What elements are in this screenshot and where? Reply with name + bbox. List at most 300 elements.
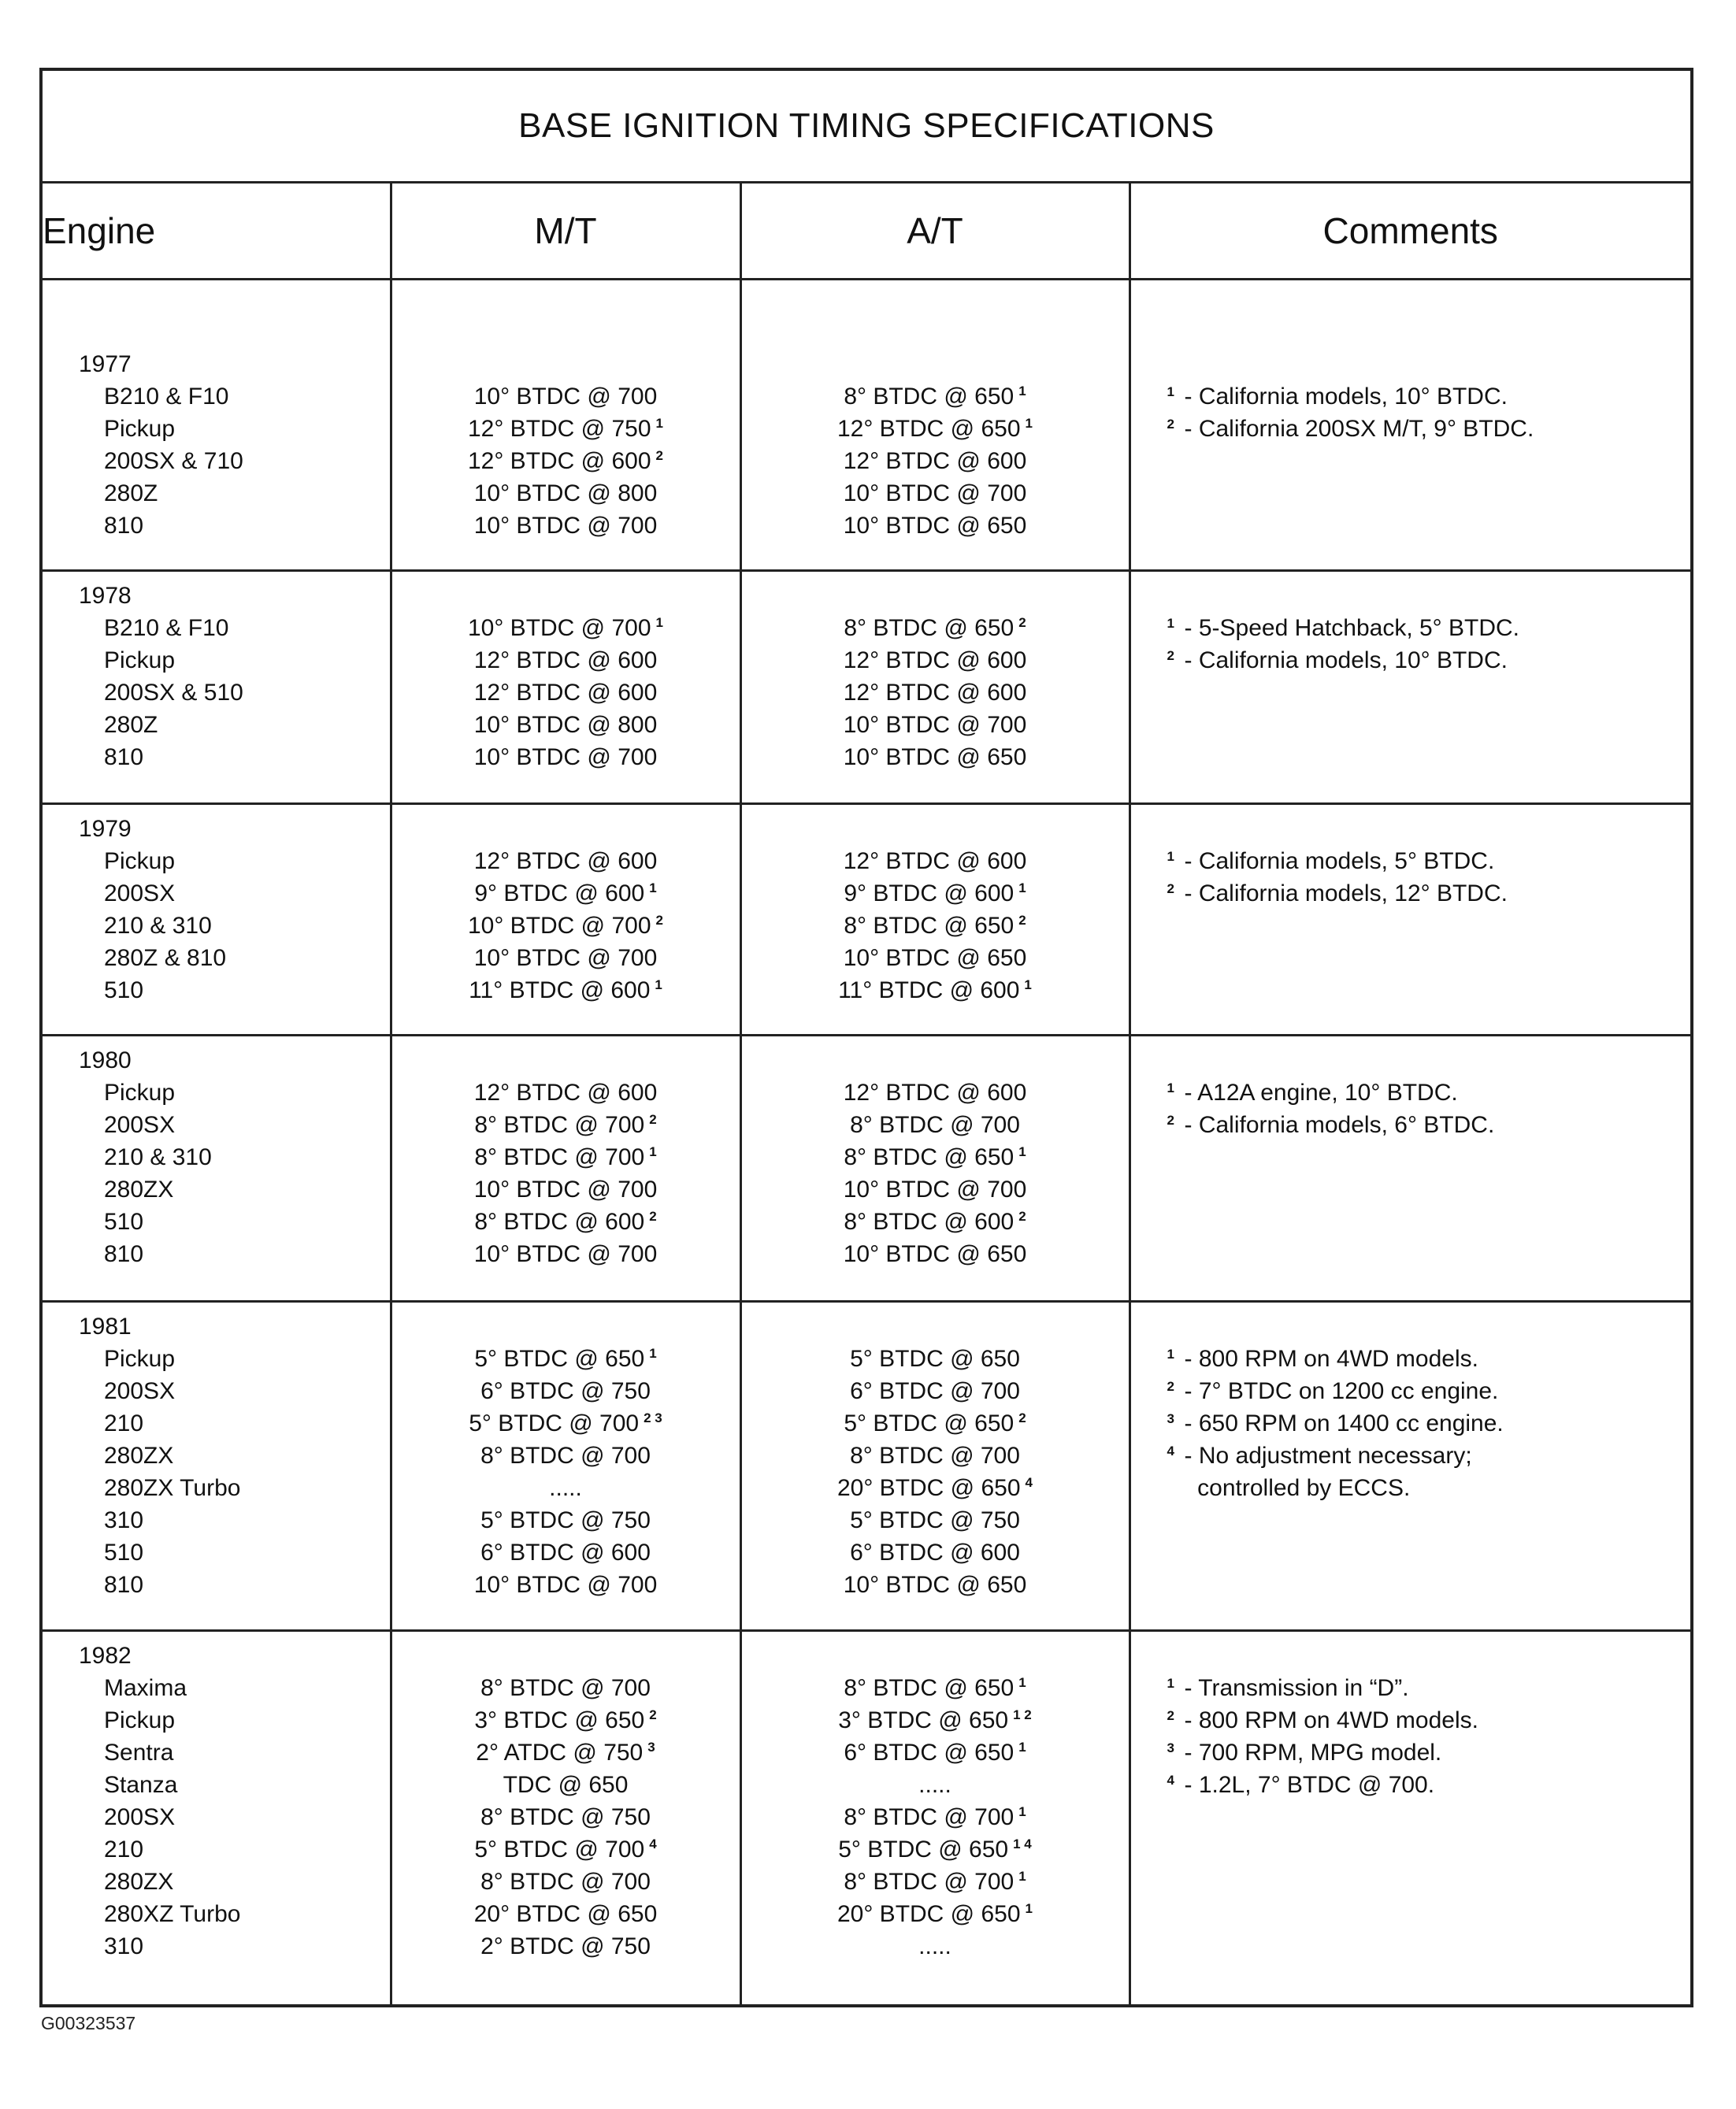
engine-name: 200SX — [104, 1112, 176, 1138]
mt-spec — [392, 413, 740, 445]
footnote — [1167, 1769, 1691, 1801]
mt-spec — [392, 1472, 740, 1504]
at-spec-value: 8° BTDC @ 700 — [850, 1112, 1020, 1138]
mt-spec — [392, 477, 740, 510]
at-spec-value: 10° BTDC @ 650 — [843, 744, 1027, 770]
at-spec — [742, 1109, 1129, 1141]
at-spec — [742, 676, 1129, 709]
engine-name: 810 — [104, 1241, 144, 1267]
footnote-marker: 2 — [655, 913, 663, 928]
engine-name: 200SX — [104, 1378, 176, 1404]
engine-name: 280Z & 810 — [104, 945, 227, 971]
footnote-text: - California 200SX M/T, 9° BTDC. — [1184, 416, 1534, 442]
at-spec — [742, 380, 1129, 413]
year-group-row — [41, 1302, 1692, 1631]
footnote-marker: 2 — [1167, 881, 1174, 896]
footnote-marker: 2 — [1167, 648, 1174, 663]
mt-spec-value: 20° BTDC @ 650 — [473, 1901, 658, 1927]
at-spec — [742, 644, 1129, 676]
comments-cell — [1130, 1302, 1692, 1631]
mt-spec — [392, 1238, 740, 1270]
engine-name: 510 — [104, 1209, 144, 1235]
at-spec-value: 8° BTDC @ 650 — [844, 1675, 1015, 1701]
engine-cell — [41, 804, 391, 1036]
mt-spec-value: 8° BTDC @ 700 — [474, 1112, 645, 1138]
at-spec — [742, 510, 1129, 542]
engine-name: 310 — [104, 1933, 144, 1959]
year-label: 1981 — [79, 1314, 132, 1340]
comments-cell — [1130, 1036, 1692, 1302]
mt-spec-value: 3° BTDC @ 650 — [474, 1707, 645, 1733]
at-spec-value: 10° BTDC @ 650 — [843, 1572, 1027, 1598]
footnote-text: - 7° BTDC on 1200 cc engine. — [1184, 1378, 1499, 1404]
mt-spec — [392, 510, 740, 542]
header-engine: Engine — [41, 183, 391, 280]
engine-name: 510 — [104, 977, 144, 1003]
at-spec — [742, 1407, 1129, 1440]
mt-spec-value: 12° BTDC @ 600 — [473, 647, 658, 673]
footnote-marker: 1 — [1018, 1869, 1026, 1884]
mt-spec — [392, 644, 740, 676]
mt-spec-value: 8° BTDC @ 700 — [480, 1443, 651, 1469]
mt-spec — [392, 1109, 740, 1141]
footnote-text: - No adjustment necessary; — [1184, 1443, 1472, 1469]
at-spec-value: 8° BTDC @ 650 — [844, 384, 1015, 410]
at-spec — [742, 413, 1129, 445]
footnote-marker: 2 — [1167, 1708, 1174, 1723]
footnote-marker: 1 — [1018, 1804, 1026, 1819]
at-spec — [742, 1375, 1129, 1407]
engine-name: Pickup — [104, 1346, 176, 1372]
at-spec — [742, 1504, 1129, 1536]
mt-spec-value: 5° BTDC @ 700 — [469, 1410, 640, 1436]
footnote-marker: 1 — [649, 880, 657, 895]
engine-cell — [41, 1302, 391, 1631]
footnote-text: - California models, 10° BTDC. — [1184, 647, 1508, 673]
footnote — [1167, 1472, 1691, 1504]
at-spec — [742, 612, 1129, 644]
footnote — [1167, 1077, 1691, 1109]
at-spec-value: 6° BTDC @ 600 — [850, 1540, 1020, 1566]
engine-name: 810 — [104, 1572, 144, 1598]
engine-name: 210 — [104, 1410, 144, 1436]
at-spec — [742, 1736, 1129, 1769]
at-spec — [742, 477, 1129, 510]
footnote-marker: 1 — [1018, 1144, 1026, 1159]
mt-spec — [392, 1504, 740, 1536]
at-spec — [742, 845, 1129, 877]
at-spec-value: 12° BTDC @ 600 — [843, 1080, 1027, 1106]
footnote-marker: 2 — [1018, 913, 1026, 928]
at-spec — [742, 709, 1129, 741]
engine-name: 280ZX — [104, 1869, 174, 1895]
footnote-marker: 1 — [655, 416, 663, 431]
at-spec — [742, 1077, 1129, 1109]
year-group-row — [41, 571, 1692, 804]
footnote — [1167, 1672, 1691, 1704]
at-spec — [742, 1704, 1129, 1736]
at-spec-value: 5° BTDC @ 650 — [838, 1837, 1009, 1863]
footnote-marker: 1 2 — [1013, 1707, 1032, 1722]
mt-spec — [392, 1898, 740, 1930]
mt-spec-value: 10° BTDC @ 800 — [473, 480, 658, 506]
at-spec-value: 12° BTDC @ 600 — [843, 647, 1027, 673]
year-label: 1980 — [79, 1047, 132, 1073]
at-spec — [742, 910, 1129, 942]
footnote — [1167, 1736, 1691, 1769]
engine-name: Pickup — [104, 647, 176, 673]
at-spec — [742, 1141, 1129, 1173]
at-spec-value: 5° BTDC @ 650 — [844, 1410, 1015, 1436]
at-spec-value: 8° BTDC @ 700 — [844, 1869, 1015, 1895]
engine-name: 810 — [104, 744, 144, 770]
mt-spec — [392, 1173, 740, 1206]
mt-spec — [392, 445, 740, 477]
at-spec-value: ..... — [918, 1772, 951, 1798]
engine-name: Pickup — [104, 1080, 176, 1106]
footnote-marker: 1 — [1018, 880, 1026, 895]
at-spec — [742, 1536, 1129, 1569]
mt-spec — [392, 1206, 740, 1238]
at-spec-value: 8° BTDC @ 650 — [844, 1144, 1015, 1170]
engine-name: 210 & 310 — [104, 1144, 212, 1170]
mt-cell — [391, 571, 740, 804]
mt-spec-value: 6° BTDC @ 750 — [480, 1378, 651, 1404]
engine-name: B210 & F10 — [104, 384, 229, 410]
mt-spec-value: 10° BTDC @ 700 — [473, 945, 658, 971]
at-cell — [740, 1036, 1130, 1302]
at-spec — [742, 1833, 1129, 1866]
footnote-marker: 1 — [1167, 849, 1174, 864]
engine-name: 200SX — [104, 880, 176, 906]
timing-spec-table — [39, 68, 1693, 2007]
footnote-text: - 5-Speed Hatchback, 5° BTDC. — [1184, 615, 1520, 641]
footnote-marker: 2 — [649, 1707, 657, 1722]
at-spec-value: 8° BTDC @ 700 — [850, 1443, 1020, 1469]
footnote-marker: 1 — [1167, 616, 1174, 631]
at-spec-value: 10° BTDC @ 700 — [843, 1177, 1027, 1203]
at-spec-value: 10° BTDC @ 700 — [843, 480, 1027, 506]
footnote-text: - California models, 5° BTDC. — [1184, 848, 1495, 874]
at-spec-value: 3° BTDC @ 650 — [838, 1707, 1009, 1733]
at-spec — [742, 1206, 1129, 1238]
at-spec — [742, 942, 1129, 974]
engine-name: B210 & F10 — [104, 615, 229, 641]
mt-spec — [392, 1866, 740, 1898]
engine-name: 810 — [104, 513, 144, 539]
footnote-marker: 2 — [649, 1112, 657, 1127]
footnote — [1167, 612, 1691, 644]
footnote-marker: 1 — [1025, 1901, 1033, 1916]
footnote-marker: 2 — [1018, 615, 1026, 630]
at-spec-value: 12° BTDC @ 600 — [843, 448, 1027, 474]
footnote-marker: 2 — [1167, 417, 1174, 432]
mt-spec-value: 5° BTDC @ 750 — [480, 1507, 651, 1533]
mt-spec — [392, 1077, 740, 1109]
mt-spec-value: 12° BTDC @ 600 — [473, 1080, 658, 1106]
at-spec-value: 10° BTDC @ 650 — [843, 945, 1027, 971]
at-spec-value: 6° BTDC @ 650 — [844, 1740, 1015, 1766]
mt-spec — [392, 1736, 740, 1769]
at-spec — [742, 1440, 1129, 1472]
mt-spec — [392, 1769, 740, 1801]
footnote-marker: 1 — [1025, 416, 1033, 431]
engine-cell — [41, 1036, 391, 1302]
mt-spec-value: 6° BTDC @ 600 — [480, 1540, 651, 1566]
footnote — [1167, 845, 1691, 877]
footnote-text: - A12A engine, 10° BTDC. — [1184, 1080, 1458, 1106]
mt-spec-value: 5° BTDC @ 700 — [474, 1837, 645, 1863]
footnote — [1167, 1109, 1691, 1141]
footnote-marker: 3 — [1167, 1740, 1174, 1755]
mt-spec-value: 5° BTDC @ 650 — [474, 1346, 645, 1372]
mt-spec — [392, 709, 740, 741]
footnote-text: - 800 RPM on 4WD models. — [1184, 1707, 1478, 1733]
at-spec-value: 9° BTDC @ 600 — [844, 880, 1015, 906]
footnote — [1167, 413, 1691, 445]
year-group-row — [41, 280, 1692, 571]
year-group-row — [41, 804, 1692, 1036]
engine-name: 280XZ Turbo — [104, 1901, 241, 1927]
engine-name: Maxima — [104, 1675, 187, 1701]
year-group-row — [41, 1036, 1692, 1302]
at-spec-value: ..... — [918, 1933, 951, 1959]
engine-name: 280ZX — [104, 1177, 174, 1203]
mt-spec — [392, 942, 740, 974]
engine-name: 280Z — [104, 712, 158, 738]
footnote-marker: 1 — [1167, 384, 1174, 399]
footnote — [1167, 1343, 1691, 1375]
footnote-marker — [1167, 1472, 1185, 1504]
footnote — [1167, 1375, 1691, 1407]
footnote-marker: 4 — [1167, 1444, 1174, 1459]
engine-name: Sentra — [104, 1740, 174, 1766]
footnote-text: - 1.2L, 7° BTDC @ 700. — [1184, 1772, 1435, 1798]
mt-spec-value: 12° BTDC @ 600 — [473, 848, 658, 874]
header-comments: Comments — [1130, 183, 1692, 280]
footnote-marker: 1 — [655, 977, 662, 992]
footnote-text: - 800 RPM on 4WD models. — [1184, 1346, 1478, 1372]
mt-cell — [391, 1036, 740, 1302]
at-spec-value: 8° BTDC @ 650 — [844, 913, 1015, 939]
mt-spec-value: TDC @ 650 — [503, 1772, 629, 1798]
footnote-marker: 1 — [1167, 1347, 1174, 1362]
mt-spec — [392, 1833, 740, 1866]
footnote-marker: 4 — [1167, 1773, 1174, 1788]
at-spec-value: 10° BTDC @ 700 — [843, 712, 1027, 738]
footnote-marker: 1 — [1167, 1676, 1174, 1691]
engine-cell — [41, 1631, 391, 2006]
footnote-marker: 2 — [1018, 1410, 1026, 1425]
at-spec — [742, 1569, 1129, 1601]
mt-spec-value: 10° BTDC @ 700 — [473, 1241, 658, 1267]
header-mt: M/T — [391, 183, 740, 280]
engine-name: Pickup — [104, 416, 176, 442]
footnote-marker: 2 3 — [644, 1410, 662, 1425]
footnote-text: - California models, 6° BTDC. — [1184, 1112, 1495, 1138]
footnote-marker: 1 4 — [1013, 1837, 1032, 1851]
at-spec — [742, 1898, 1129, 1930]
year-label: 1978 — [79, 583, 132, 609]
comments-cell — [1130, 1631, 1692, 2006]
engine-name: 310 — [104, 1507, 144, 1533]
engine-name: 280ZX Turbo — [104, 1475, 241, 1501]
engine-cell — [41, 571, 391, 804]
mt-spec — [392, 1569, 740, 1601]
at-spec — [742, 741, 1129, 773]
at-spec-value: 12° BTDC @ 600 — [843, 680, 1027, 706]
mt-spec-value: 2° ATDC @ 750 — [476, 1740, 644, 1766]
mt-spec — [392, 974, 740, 1006]
mt-spec-value: 12° BTDC @ 600 — [467, 448, 651, 474]
at-spec — [742, 1769, 1129, 1801]
mt-spec-value: 11° BTDC @ 600 — [469, 977, 651, 1003]
mt-spec — [392, 1704, 740, 1736]
comments-cell — [1130, 280, 1692, 571]
at-spec-value: 6° BTDC @ 700 — [850, 1378, 1020, 1404]
footnote-text: - California models, 12° BTDC. — [1184, 880, 1508, 906]
footnote-marker: 3 — [647, 1740, 655, 1755]
mt-spec-value: 8° BTDC @ 700 — [480, 1869, 651, 1895]
engine-name: 210 — [104, 1837, 144, 1863]
at-spec — [742, 1343, 1129, 1375]
mt-spec-value: 8° BTDC @ 600 — [474, 1209, 645, 1235]
at-spec-value: 10° BTDC @ 650 — [843, 513, 1027, 539]
engine-name: 200SX — [104, 1804, 176, 1830]
engine-name: Pickup — [104, 1707, 176, 1733]
year-label: 1977 — [79, 351, 132, 377]
comments-cell — [1130, 804, 1692, 1036]
footnote — [1167, 1440, 1691, 1472]
at-spec — [742, 1472, 1129, 1504]
mt-spec — [392, 845, 740, 877]
engine-name: 280ZX — [104, 1443, 174, 1469]
mt-cell — [391, 280, 740, 571]
mt-spec-value: 9° BTDC @ 600 — [474, 880, 645, 906]
footnote-marker: 1 — [1018, 384, 1026, 398]
mt-cell — [391, 1631, 740, 2006]
at-spec-value: 11° BTDC @ 600 — [838, 977, 1020, 1003]
footnote — [1167, 1407, 1691, 1440]
footnote — [1167, 1704, 1691, 1736]
at-cell — [740, 1302, 1130, 1631]
mt-spec — [392, 1930, 740, 1963]
footnote-text: - 700 RPM, MPG model. — [1184, 1740, 1442, 1766]
at-spec-value: 8° BTDC @ 600 — [844, 1209, 1015, 1235]
at-spec — [742, 1173, 1129, 1206]
at-spec-value: 20° BTDC @ 650 — [836, 1475, 1021, 1501]
year-label: 1982 — [79, 1643, 132, 1669]
footnote-text: controlled by ECCS. — [1184, 1475, 1411, 1501]
footnote — [1167, 380, 1691, 413]
header-at: A/T — [740, 183, 1130, 280]
mt-spec — [392, 1440, 740, 1472]
mt-spec-value: 10° BTDC @ 700 — [473, 1572, 658, 1598]
footnote-marker: 4 — [1025, 1475, 1033, 1490]
engine-name: 510 — [104, 1540, 144, 1566]
footnote-marker: 2 — [655, 448, 663, 463]
footnote — [1167, 877, 1691, 910]
mt-spec — [392, 380, 740, 413]
footnote-marker: 2 — [1167, 1379, 1174, 1394]
engine-name: 200SX & 710 — [104, 448, 243, 474]
mt-cell — [391, 804, 740, 1036]
footnote-text: - 650 RPM on 1400 cc engine. — [1184, 1410, 1504, 1436]
at-spec-value: 12° BTDC @ 650 — [836, 416, 1021, 442]
mt-spec-value: 8° BTDC @ 700 — [474, 1144, 645, 1170]
at-spec-value: 5° BTDC @ 650 — [850, 1346, 1020, 1372]
footnote-marker: 1 — [655, 615, 663, 630]
footnote-marker: 4 — [649, 1837, 657, 1851]
at-spec — [742, 974, 1129, 1006]
year-label: 1979 — [79, 816, 132, 842]
mt-spec — [392, 741, 740, 773]
at-spec — [742, 877, 1129, 910]
at-cell — [740, 804, 1130, 1036]
mt-spec-value: 12° BTDC @ 600 — [473, 680, 658, 706]
mt-spec — [392, 877, 740, 910]
mt-spec — [392, 1141, 740, 1173]
at-cell — [740, 1631, 1130, 2006]
mt-spec — [392, 1536, 740, 1569]
mt-cell — [391, 1302, 740, 1631]
mt-spec — [392, 676, 740, 709]
engine-name: 280Z — [104, 480, 158, 506]
figure-code: G00323537 — [41, 2013, 136, 2033]
footnote-marker: 2 — [649, 1209, 657, 1224]
engine-name: Pickup — [104, 848, 176, 874]
at-spec — [742, 1930, 1129, 1963]
at-spec — [742, 445, 1129, 477]
footnote-marker: 1 — [1167, 1080, 1174, 1095]
engine-cell — [41, 280, 391, 571]
mt-spec-value: 2° BTDC @ 750 — [480, 1933, 651, 1959]
footnote-marker: 1 — [1018, 1675, 1026, 1690]
at-spec — [742, 1672, 1129, 1704]
table-title: BASE IGNITION TIMING SPECIFICATIONS — [41, 69, 1692, 183]
table-body — [41, 280, 1692, 2006]
footnote-marker: 2 — [1167, 1113, 1174, 1128]
footnote-marker: 3 — [1167, 1411, 1174, 1426]
at-cell — [740, 280, 1130, 571]
at-spec-value: 8° BTDC @ 700 — [844, 1804, 1015, 1830]
mt-spec — [392, 1801, 740, 1833]
mt-spec — [392, 1343, 740, 1375]
year-group-row — [41, 1631, 1692, 2006]
engine-name: 200SX & 510 — [104, 680, 243, 706]
at-spec — [742, 1866, 1129, 1898]
mt-spec-value: ..... — [549, 1475, 582, 1501]
mt-spec-value: 10° BTDC @ 700 — [473, 384, 658, 410]
at-cell — [740, 571, 1130, 804]
mt-spec-value: 10° BTDC @ 700 — [473, 744, 658, 770]
footnote — [1167, 644, 1691, 676]
mt-spec-value: 8° BTDC @ 750 — [480, 1804, 651, 1830]
mt-spec-value: 10° BTDC @ 700 — [473, 1177, 658, 1203]
engine-name: Stanza — [104, 1772, 178, 1798]
at-spec-value: 12° BTDC @ 600 — [843, 848, 1027, 874]
mt-spec — [392, 1407, 740, 1440]
mt-spec-value: 8° BTDC @ 700 — [480, 1675, 651, 1701]
footnote-marker: 1 — [1018, 1740, 1026, 1755]
at-spec — [742, 1238, 1129, 1270]
at-spec — [742, 1801, 1129, 1833]
at-spec-value: 20° BTDC @ 650 — [836, 1901, 1021, 1927]
at-spec-value: 10° BTDC @ 650 — [843, 1241, 1027, 1267]
at-spec-value: 8° BTDC @ 650 — [844, 615, 1015, 641]
mt-spec — [392, 612, 740, 644]
footnote-text: - Transmission in “D”. — [1184, 1675, 1409, 1701]
